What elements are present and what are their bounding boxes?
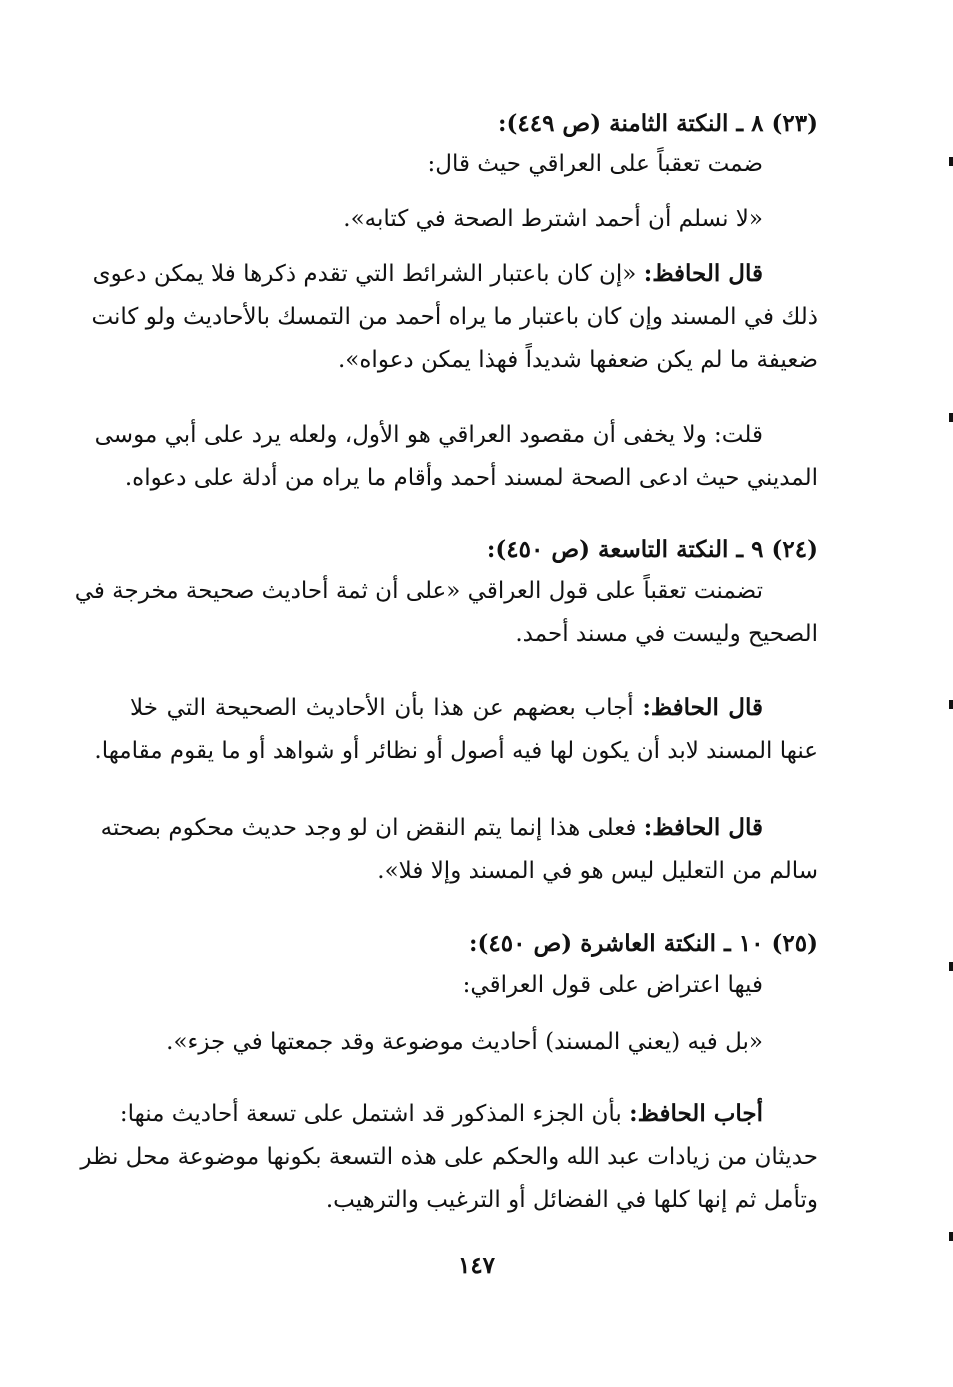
hafiz2-paragraph-line-1: قال الحافظ: فعلى هذا إنما يتم النقض ان لو وجد حديث محكوم بصحته (100, 814, 763, 841)
hafiz-label: قال الحافظ: (643, 260, 763, 287)
scan-mark (949, 962, 953, 971)
scan-mark (949, 413, 953, 422)
scan-mark (949, 700, 953, 709)
answer-label: أجاب الحافظ: (629, 1100, 763, 1127)
hafiz1-paragraph-line-1: قال الحافظ: أجاب بعضهم عن هذا بأن الأحاديث الصحيحة التي خلا (130, 694, 763, 721)
hafiz2-paragraph-line-2: سالم من التعليل ليس هو في المسند وإلا فلا». (377, 858, 818, 884)
hafiz-paragraph-line-3: ضعيفة ما لم يكن ضعفها شديداً فهذا يمكن دعواه». (338, 347, 818, 373)
section-intro-23: ضمت تعقباً على العراقي حيث قال: (427, 151, 763, 177)
answer-paragraph-line-1: أجاب الحافظ: بأن الجزء المذكور قد اشتمل على تسعة أحاديث منها: (119, 1100, 763, 1127)
hafiz-label: قال الحافظ: (643, 814, 763, 841)
hafiz-paragraph-line-1: قال الحافظ: «إن كان باعتبار الشرائط التي تقدم ذكرها فلا يمكن دعوى (92, 260, 763, 287)
section-heading-24: (٢٤) ٩ ـ النكتة التاسعة (ص ٤٥٠): (486, 536, 818, 563)
section-heading-25: (٢٥) ١٠ ـ النكتة العاشرة (ص ٤٥٠): (469, 930, 818, 957)
section-quote-25: «بل فيه (يعني المسند) أحاديث موضوعة وقد جمعتها في جزء». (166, 1029, 763, 1055)
section-quote-23: «لا نسلم أن أحمد اشترط الصحة في كتابه». (343, 206, 763, 232)
hafiz-paragraph-line-2: ذلك في المسند وإن كان باعتبار ما يراه أحمد من التمسك بالأحاديث ولو كانت (91, 304, 818, 330)
page-number: ١٤٧ (457, 1252, 496, 1279)
scan-mark (949, 157, 953, 166)
answer-paragraph-line-3: وتأمل ثم إنها كلها في الفضائل أو الترغيب والترهيب. (325, 1187, 818, 1213)
hafiz-label: قال الحافظ: (642, 694, 763, 721)
qult-paragraph-line-1: قلت: ولا يخفى أن مقصود العراقي هو الأول، ولعله يرد على أبي موسى (94, 422, 763, 448)
answer-paragraph-line-2: حديثان من زيادات عبد الله والحكم على هذه التسعة بكونها موضوعة محل نظر (80, 1144, 818, 1170)
qult-paragraph-line-2: المديني حيث ادعى الصحة لمسند أحمد وأقام ما يراه من أدلة على دعواه. (124, 465, 818, 491)
section-intro-25: فيها اعتراض على قول العراقي: (462, 972, 763, 998)
scan-mark (949, 1232, 953, 1241)
section-heading-23: (٢٣) ٨ ـ النكتة الثامنة (ص ٤٤٩): (497, 110, 818, 137)
hafiz1-paragraph-line-2: عنها المسند لابد أن يكون لها فيه أصول أو نظائر أو شواهد أو ما يقوم مقامها. (94, 738, 818, 764)
section-intro-24-line-1: تضمنت تعقباً على قول العراقي «على أن ثمة أحاديث صحيحة مخرجة في (74, 578, 763, 604)
section-intro-24-line-2: الصحيح وليست في مسند أحمد. (515, 621, 818, 647)
